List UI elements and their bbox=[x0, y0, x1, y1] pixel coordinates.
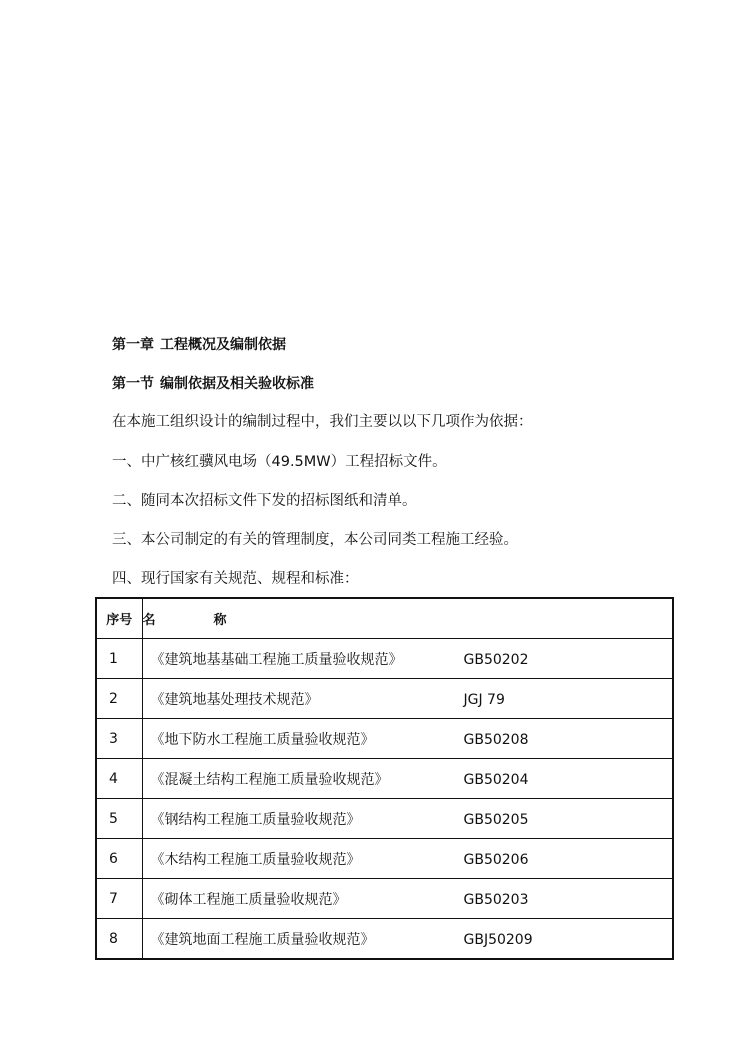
standard-title: 《砌体工程施工质量验收规范》 bbox=[150, 891, 347, 908]
chapter-number: 第一章 bbox=[112, 337, 154, 353]
row-number: 5 bbox=[96, 799, 142, 839]
row-standard bbox=[142, 679, 673, 719]
row-standard bbox=[142, 719, 673, 759]
standards-table bbox=[95, 597, 674, 960]
standard-code: GBJ50209 bbox=[463, 931, 533, 948]
row-standard bbox=[142, 919, 673, 960]
header-name-char-1: 名 bbox=[142, 613, 156, 628]
intro-paragraph: 在本施工组织设计的编制过程中，我们主要以以下几项作为依据： bbox=[112, 414, 533, 430]
standard-title: 《建筑地基处理技术规范》 bbox=[150, 691, 319, 708]
standard-code: GB50208 bbox=[463, 731, 529, 748]
row-number: 8 bbox=[96, 919, 142, 960]
basis-item-2: 二、随同本次招标文件下发的招标图纸和清单。 bbox=[112, 493, 417, 509]
row-standard bbox=[142, 639, 673, 679]
header-serial-number: 序号 bbox=[96, 598, 142, 639]
chapter-title: 工程概况及编制依据 bbox=[160, 337, 286, 353]
row-standard bbox=[142, 759, 673, 799]
table-row bbox=[96, 759, 673, 799]
section-heading bbox=[112, 375, 314, 393]
standard-code: JGJ 79 bbox=[463, 691, 505, 708]
standard-code: GB50206 bbox=[463, 851, 529, 868]
table-row bbox=[96, 719, 673, 759]
basis-item-1: 一、中广核红骥风电场（49.5MW）工程招标文件。 bbox=[112, 454, 447, 470]
row-number: 6 bbox=[96, 839, 142, 879]
standard-code: GB50203 bbox=[463, 891, 529, 908]
row-number: 7 bbox=[96, 879, 142, 919]
standard-title: 《建筑地基基础工程施工质量验收规范》 bbox=[150, 651, 403, 668]
standard-title: 《钢结构工程施工质量验收规范》 bbox=[150, 811, 361, 828]
table-row bbox=[96, 799, 673, 839]
section-title: 编制依据及相关验收标准 bbox=[160, 376, 314, 392]
row-standard bbox=[142, 879, 673, 919]
table-row bbox=[96, 639, 673, 679]
standard-title: 《建筑地面工程施工质量验收规范》 bbox=[150, 931, 375, 948]
table-row bbox=[96, 839, 673, 879]
table-header-row bbox=[96, 598, 673, 639]
row-number: 1 bbox=[96, 639, 142, 679]
section-number: 第一节 bbox=[112, 376, 154, 392]
standard-code: GB50202 bbox=[463, 651, 529, 668]
table-row bbox=[96, 879, 673, 919]
row-standard bbox=[142, 799, 673, 839]
standard-code: GB50205 bbox=[463, 811, 529, 828]
basis-item-3: 三、本公司制定的有关的管理制度，本公司同类工程施工经验。 bbox=[112, 532, 518, 548]
header-name-char-2: 称 bbox=[213, 613, 227, 628]
header-name bbox=[142, 598, 673, 639]
basis-item-4: 四、现行国家有关规范、规程和标准： bbox=[112, 571, 359, 587]
standard-code: GB50204 bbox=[463, 771, 529, 788]
table-row bbox=[96, 679, 673, 719]
standard-title: 《地下防水工程施工质量验收规范》 bbox=[150, 731, 375, 748]
table-row bbox=[96, 919, 673, 960]
standard-title: 《木结构工程施工质量验收规范》 bbox=[150, 851, 361, 868]
row-standard bbox=[142, 839, 673, 879]
row-number: 4 bbox=[96, 759, 142, 799]
standard-title: 《混凝土结构工程施工质量验收规范》 bbox=[150, 771, 389, 788]
chapter-heading bbox=[112, 336, 286, 354]
row-number: 2 bbox=[96, 679, 142, 719]
row-number: 3 bbox=[96, 719, 142, 759]
